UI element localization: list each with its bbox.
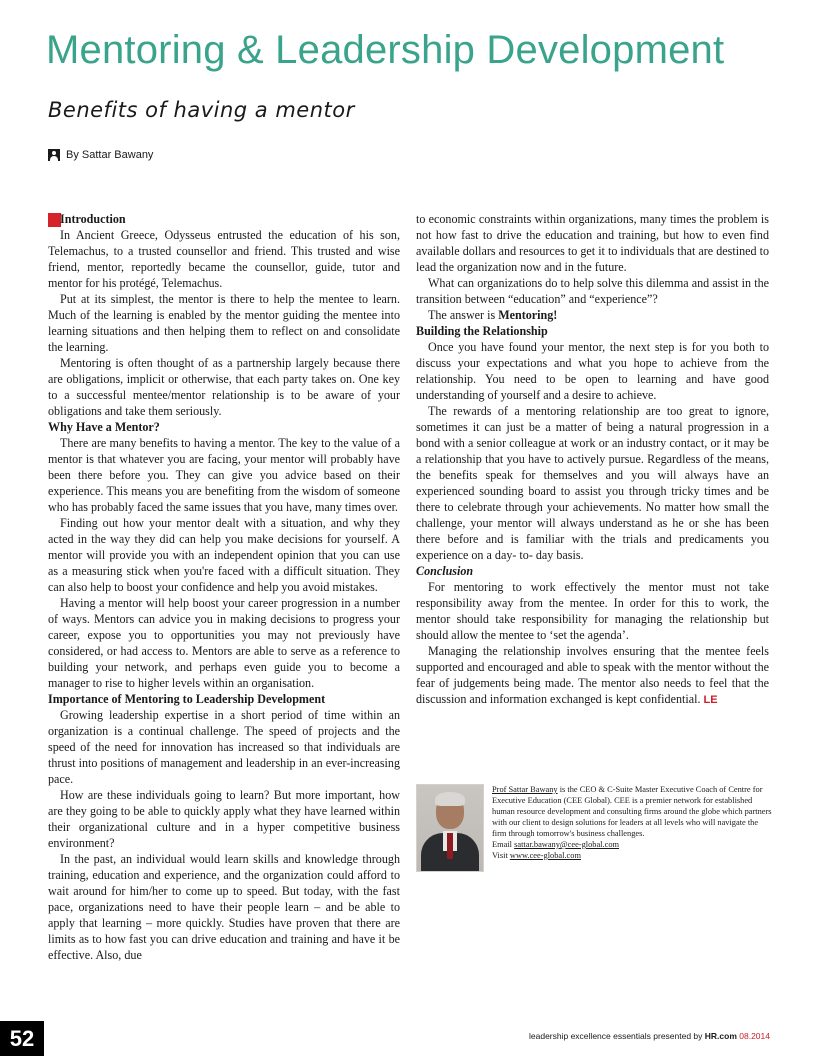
paragraph: Once you have found your mentor, the next step is for you both to discuss your expectations and what you hope to achieve from the relationship. You need to be open to learning and have good understanding of yourself and a desire to achieve. bbox=[416, 340, 769, 402]
page-subtitle: Benefits of having a mentor bbox=[48, 98, 355, 122]
bio-text: Prof Sattar Bawany is the CEO & C-Suite Master Executive Coach of Centre for Executive Education (CEE Global). CEE is a premier network for established human resource development and consulting firms around the globe which partners with our client to design solutions for leaders at all levels who will navigate the firm through tomorrow's business challenges. Email sattar.bawany@cee-global.com Visit www.cee-global.com bbox=[492, 785, 772, 860]
paragraph: The answer is Mentoring! bbox=[428, 308, 558, 322]
email-link[interactable]: sattar.bawany@cee-global.com bbox=[514, 840, 620, 849]
left-column bbox=[48, 211, 400, 963]
paragraph: There are many benefits to having a mentor. The key to the value of a mentor is that whatever you are facing, your mentor will probably have been there before you. They can give you advice based on their experience. This means you are benefiting from the wisdom of someone who has probably faced the same issues that you have, many times over. bbox=[48, 436, 400, 514]
author-photo bbox=[416, 784, 484, 872]
website-link[interactable]: www.cee-global.com bbox=[509, 851, 581, 860]
end-mark: LE bbox=[703, 694, 718, 706]
byline bbox=[48, 149, 153, 161]
why-heading: Why Have a Mentor? bbox=[48, 420, 160, 434]
paragraph: Having a mentor will help boost your career progression in a number of ways. Mentors can advice you in making decisions to progress your career, expose you to opportunities you may not previously have considered, or had access to. Mentors are able to serve as a reference to building your network, and perhaps even guide you to become a manager to rise to higher levels within an organisation. bbox=[48, 596, 400, 690]
author-name: By Sattar Bawany bbox=[66, 149, 154, 161]
paragraph: What can organizations do to help solve this dilemma and assist in the transition between “education” and “experience”? bbox=[416, 276, 769, 306]
introduction-heading: I ntroduction bbox=[48, 211, 400, 227]
author-name-link[interactable]: Prof Sattar Bawany bbox=[492, 785, 558, 794]
page-title: Mentoring & Leadership Development bbox=[46, 28, 725, 72]
answer-bold: Mentoring! bbox=[498, 308, 558, 322]
paragraph: For mentoring to work effectively the mentor must not take responsibility away from the mentee. In order for this to work, the mentor should take responsibility for managing the relationship but should allow the mentee to ‘set the agenda’. bbox=[416, 580, 769, 642]
paragraph: Growing leadership expertise in a short period of time within an organization is a continual challenge. The speed of projects and the speed of the need for innovation has increased so that individuals are thrust into positions of management and leadership in an ever-increasing pace. bbox=[48, 708, 400, 786]
drop-cap-letter: I bbox=[60, 212, 65, 226]
page-number: 52 bbox=[0, 1021, 44, 1056]
conclusion-heading: Conclusion bbox=[416, 564, 474, 578]
paragraph: The rewards of a mentoring relationship are too great to ignore, sometimes it can just be a matter of being a natural progression in a bond with a senior colleague at work or an industry contact, or it may be a relationship that you have to actively pursue. Regardless of the means, the benefits speak for themselves and you will always have an experienced sounding board to assist you through tricky times and be there to celebrate through your achievements. No matter how small the challenge, your mentor will always understand as he or she has been there before and is familiar with the trials and predicaments you experience on a day- to- day basis. bbox=[416, 404, 769, 562]
author-bio bbox=[416, 784, 772, 890]
paragraph: Mentoring is often thought of as a partnership largely because there are obligations, implicit or otherwise, that each party takes on. One key to a successful mentee/mentor relationship is to be aware of your obligations and take them seriously. bbox=[48, 356, 400, 418]
paragraph: How are these individuals going to learn? But more important, how are they going to be able to quickly apply what they have learned within their organizational culture and in a hyper competitive business environment? bbox=[48, 788, 400, 850]
paragraph: to economic constraints within organizations, many times the problem is not how fast to drive the education and training, but how to even find available dollars and resources to get it to individuals that are destined to lead the organization now and in the future. bbox=[416, 212, 769, 274]
paragraph: In the past, an individual would learn skills and knowledge through training, education and experience, and the organization could afford to wait around for him/her to come up to speed. But today, with the fast pace, organizations need to have their people learn – and be able to apply that learning – more quickly. Studies have proven that there are limits as to how fast you can drive education and training and have it be effective. Also, due bbox=[48, 852, 400, 962]
paragraph: Put at its simplest, the mentor is there to help the mentee to learn. Much of the learning is enabled by the mentor guiding the mentee into learning situations and then helping them to reflect on and consolidate the learning. bbox=[48, 292, 400, 354]
importance-heading: Importance of Mentoring to Leadership Development bbox=[48, 692, 326, 706]
footer: leadership excellence essentials presented by HR.com 08.2014 bbox=[529, 1031, 770, 1041]
paragraph: Finding out how your mentor dealt with a situation, and why they acted in the way they did can help you make decisions for yourself. A mentor will provide you with an independent opinion that you can use as a measuring stick when you're faced with a difficult situation. They can also help to boost your confidence and help you avoid mistakes. bbox=[48, 516, 400, 594]
paragraph: In Ancient Greece, Odysseus entrusted the education of his son, Telemachus, to a trusted counsellor and friend. This trusted and wise friend, mentor, reportedly became the counsellor, guide, tutor and mentor for his protégé, Telemachus. bbox=[48, 228, 400, 290]
building-heading: Building the Relationship bbox=[416, 324, 548, 338]
footer-site: HR.com bbox=[704, 1031, 737, 1041]
paragraph: Managing the relationship involves ensuring that the mentee feels supported and encouraged and able to speak with the mentor without the fear of judgements being made. The mentor also needs to feel that the discussion and information exchanged is kept confidential. LE bbox=[416, 644, 769, 706]
right-column bbox=[416, 211, 769, 708]
footer-date: 08.2014 bbox=[736, 1031, 770, 1041]
author-icon bbox=[48, 149, 60, 161]
